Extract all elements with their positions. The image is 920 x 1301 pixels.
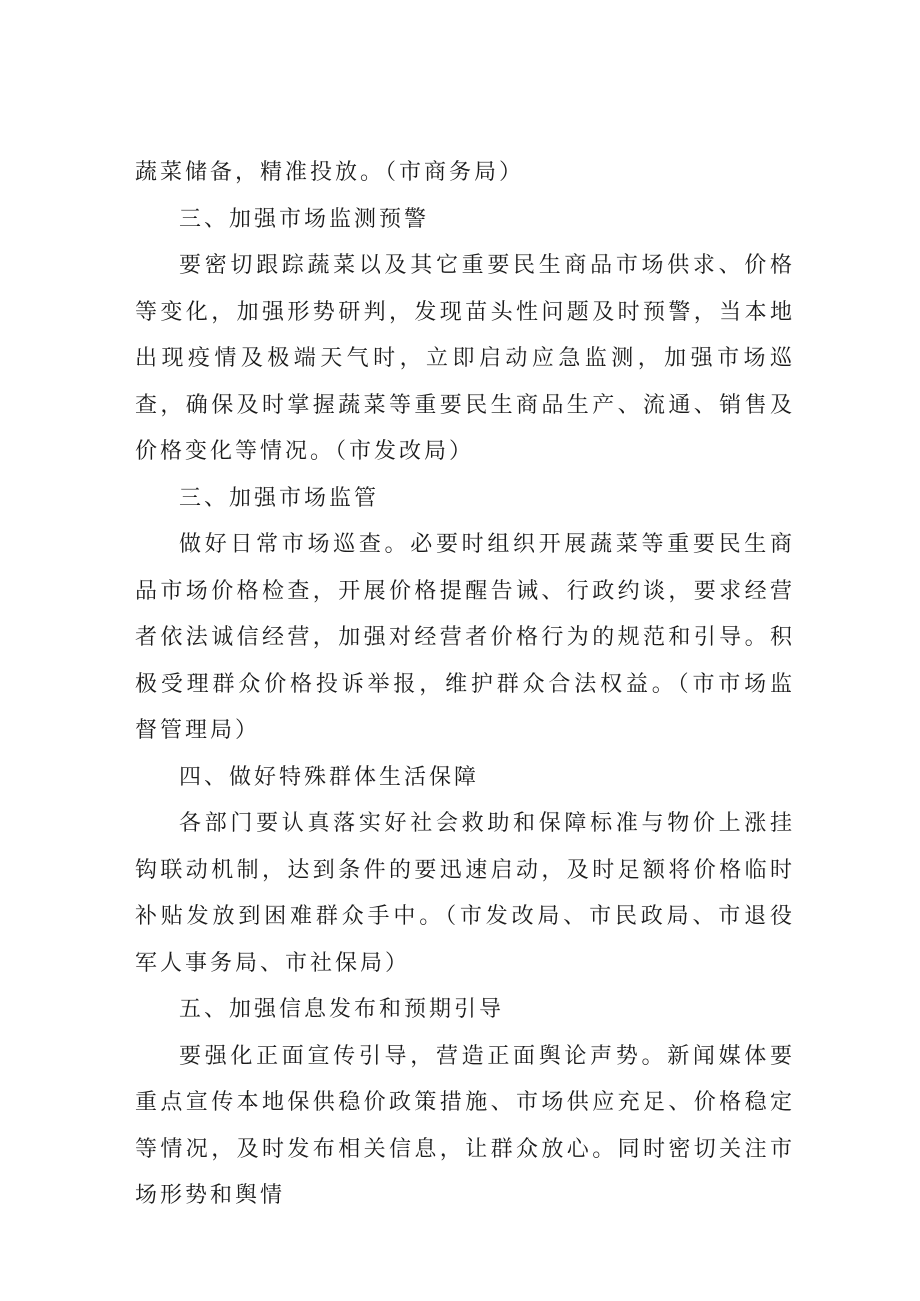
paragraph-market-supervision: 做好日常市场巡查。必要时组织开展蔬菜等重要民生商品市场价格检查，开展价格提醒告诫、行政约谈，要求经营者依法诚信经营，加强对经营者价格行为的规范和引导。积极受理群众价格投诉举报，维护群众合法权益。（市市场监督管理局）: [135, 532, 795, 743]
paragraph-information-release: 要强化正面宣传引导，营造正面舆论声势。新闻媒体要重点宣传本地保供稳价政策措施、市场供应充足、价格稳定等情况，及时发布相关信息，让群众放心。同时密切关注市场形势和舆情: [135, 1043, 795, 1208]
paragraph-continuation: 蔬菜储备，精准投放。（市商务局）: [135, 160, 525, 185]
section-heading-special-groups: 四、做好特殊群体生活保障: [179, 764, 480, 790]
document-body: [135, 150, 795, 1220]
paragraph-special-groups: 各部门要认真落实好社会救助和保障标准与物价上涨挂钩联动机制，达到条件的要迅速启动，及时足额将价格临时补贴发放到困难群众手中。（市发改局、市民政局、市退役军人事务局、市社保局）: [135, 811, 795, 976]
paragraph-market-monitoring: 要密切跟踪蔬菜以及其它重要民生商品市场供求、价格等变化，加强形势研判，发现苗头性问题及时预警，当本地出现疫情及极端天气时，立即启动应急监测，加强市场巡查，确保及时掌握蔬菜等重要民生商品生产、流通、销售及价格变化等情况。（市发改局）: [135, 253, 795, 464]
section-heading-market-monitoring: 三、加强市场监测预警: [179, 206, 430, 232]
section-heading-information-release: 五、加强信息发布和预期引导: [179, 997, 505, 1022]
section-heading-market-supervision: 三、加强市场监管: [179, 485, 380, 511]
